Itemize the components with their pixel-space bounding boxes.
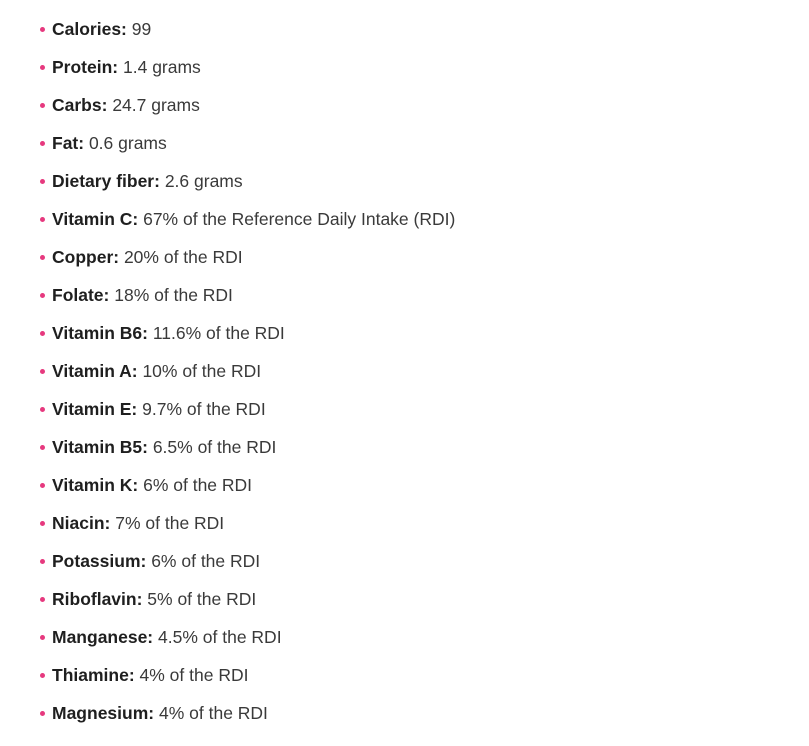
list-item: [0, 238, 809, 276]
list-item: [0, 124, 809, 162]
list-item: [0, 618, 809, 656]
nutrient-value: 4% of the RDI: [158, 703, 268, 723]
nutrient-label: Vitamin C:: [52, 209, 139, 229]
list-item: [0, 580, 809, 618]
nutrient-label: Thiamine:: [52, 665, 135, 685]
list-item: [0, 390, 809, 428]
bullet-icon: [40, 179, 45, 184]
nutrient-value: 5% of the RDI: [147, 589, 257, 609]
nutrient-value: 1.4 grams: [123, 57, 201, 77]
nutrient-value: 20% of the RDI: [123, 247, 243, 267]
list-item: [0, 694, 809, 732]
bullet-icon: [40, 445, 45, 450]
bullet-icon: [40, 65, 45, 70]
nutrient-value: 11.6% of the RDI: [152, 323, 285, 343]
list-item: [0, 504, 809, 542]
list-item: [0, 276, 809, 314]
list-item: [0, 542, 809, 580]
list-item: [0, 48, 809, 86]
nutrient-label: Calories:: [52, 19, 127, 39]
nutrient-label: Manganese:: [52, 627, 154, 647]
nutrient-label: Dietary fiber:: [52, 171, 160, 191]
bullet-icon: [40, 141, 45, 146]
nutrient-value: 24.7 grams: [112, 95, 200, 115]
nutrient-value: 4.5% of the RDI: [158, 627, 282, 647]
nutrient-value: 6% of the RDI: [151, 551, 261, 571]
nutrient-value: 7% of the RDI: [115, 513, 225, 533]
bullet-icon: [40, 597, 45, 602]
list-item: [0, 200, 809, 238]
nutrient-label: Carbs:: [52, 95, 108, 115]
bullet-icon: [40, 103, 45, 108]
nutrient-label: Riboflavin:: [52, 589, 143, 609]
nutrient-label: Protein:: [52, 57, 119, 77]
list-item: [0, 314, 809, 352]
nutrient-label: Magnesium:: [52, 703, 155, 723]
bullet-icon: [40, 483, 45, 488]
bullet-icon: [40, 255, 45, 260]
bullet-icon: [40, 711, 45, 716]
nutrient-value: 0.6 grams: [88, 133, 167, 153]
bullet-icon: [40, 217, 45, 222]
nutrient-value: 18% of the RDI: [114, 285, 233, 305]
list-item: [0, 352, 809, 390]
list-item: [0, 656, 809, 694]
list-item: [0, 428, 809, 466]
nutrient-value: 2.6 grams: [164, 171, 243, 191]
bullet-icon: [40, 559, 45, 564]
nutrient-value: 99: [131, 19, 152, 39]
bullet-icon: [40, 331, 45, 336]
list-item: [0, 162, 809, 200]
bullet-icon: [40, 521, 45, 526]
list-item: [0, 86, 809, 124]
nutrient-label: Vitamin K:: [52, 475, 139, 495]
bullet-icon: [40, 673, 45, 678]
nutrient-value: 9.7% of the RDI: [142, 399, 266, 419]
nutrient-label: Vitamin B5:: [52, 437, 148, 457]
nutrient-value: 4% of the RDI: [139, 665, 249, 685]
list-item: [0, 466, 809, 504]
nutrient-label: Niacin:: [52, 513, 111, 533]
nutrient-label: Potassium:: [52, 551, 147, 571]
nutrient-label: Folate:: [52, 285, 110, 305]
nutrient-value: 67% of the Reference Daily Intake (RDI): [143, 209, 456, 229]
nutrient-value: 6.5% of the RDI: [152, 437, 277, 457]
nutrient-value: 10% of the RDI: [142, 361, 262, 381]
nutrient-label: Vitamin E:: [52, 399, 138, 419]
bullet-icon: [40, 369, 45, 374]
nutrient-label: Vitamin A:: [52, 361, 138, 381]
bullet-icon: [40, 27, 45, 32]
nutrient-label: Copper:: [52, 247, 120, 267]
nutrient-value: 6% of the RDI: [143, 475, 253, 495]
bullet-icon: [40, 407, 45, 412]
nutrient-label: Fat:: [52, 133, 85, 153]
nutrient-label: Vitamin B6:: [52, 323, 148, 343]
bullet-icon: [40, 293, 45, 298]
bullet-icon: [40, 635, 45, 640]
list-item: [0, 10, 809, 48]
